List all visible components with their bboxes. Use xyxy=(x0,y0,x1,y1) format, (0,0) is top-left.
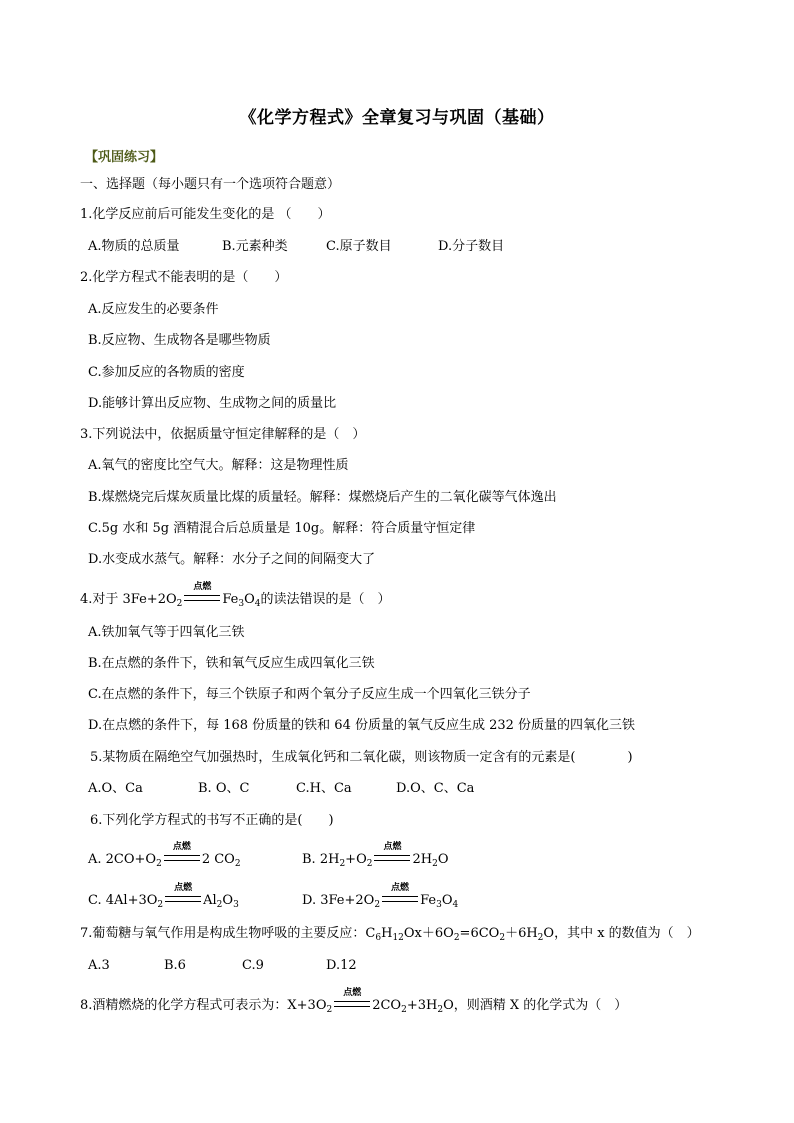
subscript: 2 xyxy=(401,1005,407,1015)
subscript: 2 xyxy=(499,933,506,943)
option-d: D.分子数目 xyxy=(438,239,505,254)
condition-label: 点燃 xyxy=(174,883,193,893)
option-a: A.反应发生的必要条件 xyxy=(88,302,219,317)
subscript: 4 xyxy=(452,900,459,910)
equation-text: Fe xyxy=(420,893,437,908)
option-d: D.在点燃的条件下，每 168 份质量的铁和 64 份质量的氧气反应生成 232 份质量的四氧化三铁 xyxy=(88,718,636,733)
subscript: 2 xyxy=(437,1005,444,1015)
subscript: 2 xyxy=(157,900,164,910)
option-c: C.参加反应的各物质的密度 xyxy=(88,365,245,380)
subscript: 2 xyxy=(339,859,346,869)
reaction-arrow xyxy=(382,883,418,910)
equation-text: Fe xyxy=(222,592,239,607)
question-text: O，则酒精 X 的化学式为（ ） xyxy=(443,998,628,1013)
subscript: 2 xyxy=(537,933,544,943)
equation-text: 2CO xyxy=(372,998,402,1013)
question-5-options xyxy=(88,780,474,798)
option-b: B.元素种类 xyxy=(222,239,288,254)
condition-label: 点燃 xyxy=(343,988,362,998)
question-8-stem xyxy=(80,988,628,1015)
subscript: 2 xyxy=(234,859,241,869)
question-7-stem xyxy=(80,925,700,943)
option-c: C.在点燃的条件下，每三个铁原子和两个氧分子反应生成一个四氧化三铁分子 xyxy=(88,687,531,702)
condition-label: 点燃 xyxy=(383,842,402,852)
page-title: 《化学方程式》全章复习与巩固（基础） xyxy=(239,108,555,128)
question-1-stem: 1.化学反应前后可能发生变化的是 （ ） xyxy=(80,207,331,222)
option-a: A.物质的总质量 xyxy=(88,239,180,254)
section-label: 【巩固练习】 xyxy=(85,150,164,165)
equation-text: 2 CO xyxy=(201,852,235,867)
reaction-arrow xyxy=(184,582,220,609)
equation-text: A. 2CO+O xyxy=(88,852,157,867)
reaction-arrow xyxy=(165,883,201,910)
equation-text: C. 4Al+3O xyxy=(88,893,158,908)
equation-text: H xyxy=(381,926,393,941)
option-c: C.原子数目 xyxy=(326,239,392,254)
question-text: 8.酒精燃烧的化学方程式可表示为：X+3O xyxy=(80,998,327,1013)
reaction-arrow xyxy=(374,842,410,869)
option-d: D.能够计算出反应物、生成物之间的质量比 xyxy=(88,396,337,411)
question-text: O，其中 x 的数值为（ ） xyxy=(543,926,700,941)
option-d: D.水变成水蒸气。解释：水分子之间的间隔变大了 xyxy=(88,552,376,567)
condition-label: 点燃 xyxy=(391,883,410,893)
equation-text: ＋6H xyxy=(505,926,538,941)
subscript: 2 xyxy=(453,933,460,943)
option-b: B.反应物、生成物各是哪些物质 xyxy=(88,333,271,348)
option-a: A.氧气的密度比空气大。解释：这是物理性质 xyxy=(88,458,349,473)
option-b: B. O、C xyxy=(198,781,250,796)
condition-label: 点燃 xyxy=(172,842,191,852)
question-2-stem: 2.化学方程式不能表明的是（ ） xyxy=(80,270,288,285)
equation-text: 2H xyxy=(412,852,433,867)
equation-text: O xyxy=(437,852,449,867)
equation-text: O xyxy=(244,592,255,607)
option-a xyxy=(88,842,241,869)
option-b: B.在点燃的条件下，铁和氧气反应生成四氧化三铁 xyxy=(88,656,375,671)
option-a: A.3 xyxy=(88,958,110,973)
equation-text: 4.对于 3Fe+2O xyxy=(80,592,177,607)
equation-text: D. 3Fe+2O xyxy=(302,893,375,908)
equation-text: B. 2H xyxy=(302,852,340,867)
question-1-options xyxy=(88,238,504,256)
reaction-arrow xyxy=(334,988,370,1015)
option-d: D.12 xyxy=(326,958,357,973)
subscript: 2 xyxy=(176,599,183,609)
option-b xyxy=(302,842,449,869)
option-c: C.5g 水和 5g 酒精混合后总质量是 10g。解释：符合质量守恒定律 xyxy=(88,521,476,536)
equation-text: O xyxy=(222,893,234,908)
question-3-stem: 3.下列说法中，依据质量守恒定律解释的是（ ） xyxy=(80,427,366,442)
question-6-stem: 6.下列化学方程式的书写不正确的是( ) xyxy=(90,813,334,828)
subscript: 2 xyxy=(156,859,162,869)
option-b: B.6 xyxy=(164,958,186,973)
equation-text: Ox＋6O xyxy=(403,926,454,941)
subscript: 2 xyxy=(374,900,381,910)
option-c xyxy=(88,883,239,910)
subscript: 3 xyxy=(436,900,442,910)
subscript: 3 xyxy=(233,900,239,910)
question-4-stem xyxy=(80,582,391,609)
subscript: 3 xyxy=(238,599,245,609)
option-a: A.O、Ca xyxy=(88,781,143,796)
option-d: D.O、C、Ca xyxy=(396,781,475,796)
equation-text: Al xyxy=(203,893,217,908)
option-c: C.H、Ca xyxy=(296,781,352,796)
question-text: 的读法错误的是（ ） xyxy=(260,592,391,607)
subscript: 2 xyxy=(432,859,438,869)
option-d xyxy=(302,883,459,910)
equation-text: +3H xyxy=(406,998,438,1013)
reaction-arrow xyxy=(164,842,200,869)
subscript: 2 xyxy=(326,1005,333,1015)
subscript: 2 xyxy=(216,900,223,910)
question-text: 7.葡萄糖与氧气作用是构成生物呼吸的主要反应：C xyxy=(80,926,376,941)
question-5-stem: 5.某物质在隔绝空气加强热时，生成氧化钙和二氧化碳，则该物质一定含有的元素是( ) xyxy=(90,750,633,765)
question-7-options xyxy=(88,957,357,975)
option-a: A.铁加氧气等于四氧化三铁 xyxy=(88,625,245,640)
condition-label: 点燃 xyxy=(193,582,212,592)
option-b: B.煤燃烧完后煤灰质量比煤的质量轻。解释：煤燃烧后产生的二氧化碳等气体逸出 xyxy=(88,490,557,505)
subscript: 6 xyxy=(375,933,382,943)
part-heading: 一、选择题（每小题只有一个选项符合题意） xyxy=(80,177,341,192)
subscript: 4 xyxy=(254,599,261,609)
equation-text: =6CO xyxy=(459,926,500,941)
option-c: C.9 xyxy=(242,958,264,973)
subscript: 2 xyxy=(366,859,373,869)
equation-text: +O xyxy=(345,852,367,867)
equation-text: O xyxy=(441,893,453,908)
subscript: 12 xyxy=(392,933,404,943)
